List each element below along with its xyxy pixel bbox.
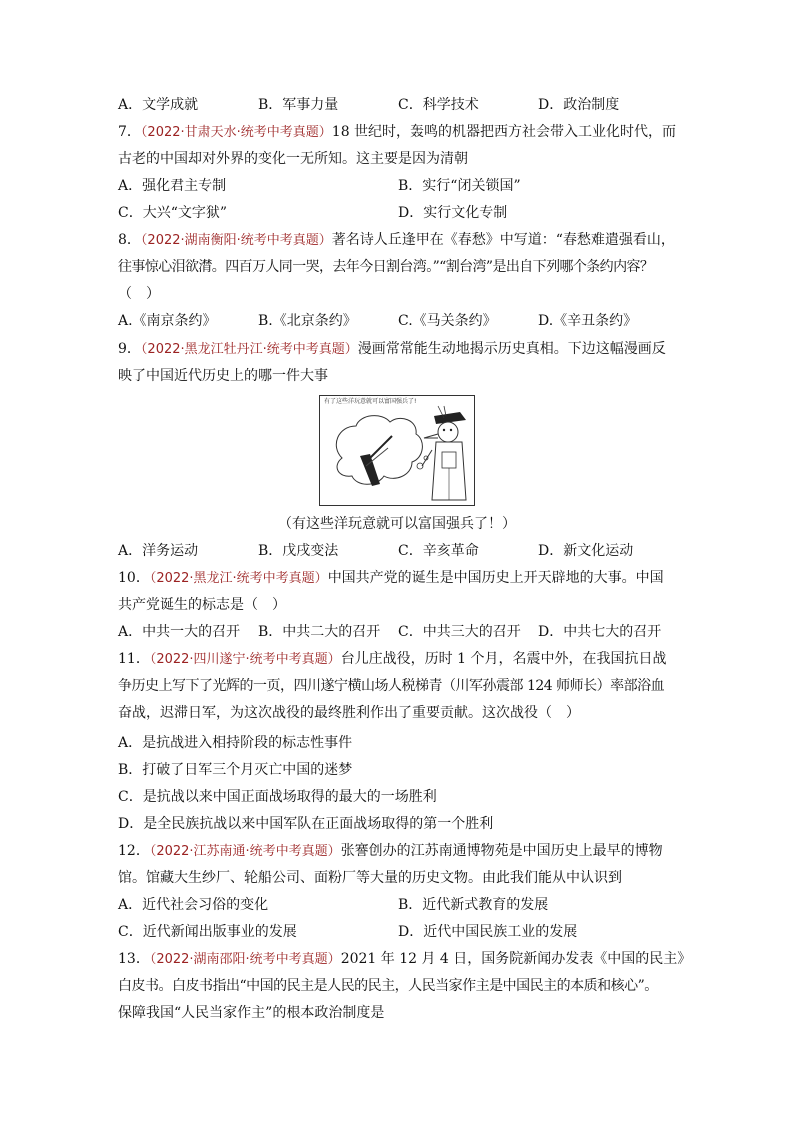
q9-cartoon-image xyxy=(319,395,475,506)
q9-source: （2022·黑龙江牡丹江·统考中考真题） xyxy=(140,342,358,357)
q12-number: 12． xyxy=(118,843,150,859)
q9-stem-line2: 映了中国近代历史上的哪一件大事 xyxy=(118,368,328,384)
q6-option-a: A．文学成就 xyxy=(118,97,199,113)
q8-option-c: C.《马关条约》 xyxy=(398,313,497,329)
q10-stem-line1 xyxy=(118,568,664,588)
q7-option-c: C．大兴“文字狱” xyxy=(118,205,228,221)
q6-option-d: D．政治制度 xyxy=(538,97,620,113)
q13-stem-line3: 保障我国“人民当家作主”的根本政治制度是 xyxy=(118,1005,385,1021)
q9-text1: 漫画常常能生动地揭示历史真相。下边这幅漫画反 xyxy=(357,341,666,357)
q10-stem-line2: 共产党诞生的标志是（ ） xyxy=(118,597,286,613)
q13-source: （2022·湖南邵阳·统考中考真题） xyxy=(149,952,341,967)
q10-option-c: C．中共三大的召开 xyxy=(398,624,521,640)
q7-number: 7． xyxy=(118,124,141,140)
q10-number: 10． xyxy=(118,570,150,586)
q9-option-d: D．新文化运动 xyxy=(538,543,634,559)
q10-option-d: D．中共七大的召开 xyxy=(538,624,662,640)
q12-stem-line1 xyxy=(118,841,663,861)
q11-option-b: B．打破了日军三个月灭亡中国的迷梦 xyxy=(118,762,353,778)
q11-stem-line3: 奋战，迟滞日军，为这次战役的最终胜利作出了重要贡献。这次战役（ ） xyxy=(118,705,580,721)
q8-option-d: D.《辛丑条约》 xyxy=(538,313,638,329)
q11-stem-line2: 争历史上写下了光辉的一页，四川遂宁横山场人税梯青（川军孙震部 124 师师长）率部浴血 xyxy=(118,678,665,694)
q9-number: 9． xyxy=(118,341,141,357)
q9-option-a: A．洋务运动 xyxy=(118,543,199,559)
q8-stem-line1 xyxy=(118,230,675,250)
q13-text1: 2021 年 12 月 4 日，国务院新闻办发表《中国的民主》 xyxy=(340,951,692,967)
q11-number: 11． xyxy=(118,651,150,667)
q8-stem-line2: 往事惊心泪欲潸。四百万人同一哭，去年今日割台湾。”“割台湾”是出自下列哪个条约内容？ xyxy=(118,259,654,275)
q13-stem-line2: 白皮书。白皮书指出“中国的民主是人民的民主，人民当家作主是中国民主的本质和核心”。 xyxy=(118,978,658,994)
q8-number: 8． xyxy=(118,232,141,248)
q10-text1: 中国共产党的诞生是中国历史上开天辟地的大事。中国 xyxy=(327,570,664,586)
q8-source: （2022·湖南衡阳·统考中考真题） xyxy=(140,233,332,248)
q12-option-b: B．近代新式教育的发展 xyxy=(398,897,549,913)
q7-option-a: A．强化君主专制 xyxy=(118,178,227,194)
q12-option-a: A．近代社会习俗的变化 xyxy=(118,897,269,913)
q12-option-d: D．近代中国民族工业的发展 xyxy=(398,924,578,940)
q6-option-b: B．军事力量 xyxy=(258,97,339,113)
q7-source: （2022·甘肃天水·统考中考真题） xyxy=(140,125,332,140)
q7-option-b: B．实行“闭关锁国” xyxy=(398,178,521,194)
q10-source: （2022·黑龙江·统考中考真题） xyxy=(149,571,328,586)
q8-option-a: A.《南京条约》 xyxy=(118,313,217,329)
q11-stem-line1 xyxy=(118,649,667,669)
q12-stem-line2: 馆。馆藏大生纱厂、轮船公司、面粉厂等大量的历史文物。由此我们能从中认识到 xyxy=(118,870,622,886)
q8-text1: 著名诗人丘逢甲在《春愁》中写道：“春愁难遣强看山， xyxy=(331,232,675,248)
q12-option-c: C．近代新闻出版事业的发展 xyxy=(118,924,297,940)
q8-stem-line3: （ ） xyxy=(118,286,160,302)
q13-number: 13． xyxy=(118,951,150,967)
q12-text1: 张謇创办的江苏南通博物苑是中国历史上最早的博物 xyxy=(340,843,663,859)
q10-option-b: B．中共二大的召开 xyxy=(258,624,381,640)
q7-stem-line1 xyxy=(118,122,676,142)
q9-cartoon-caption: （有这些洋玩意就可以富国强兵了！） xyxy=(278,516,516,532)
q13-stem-line1 xyxy=(118,949,691,969)
q9-option-b: B．戊戌变法 xyxy=(258,543,339,559)
q7-text1: 18 世纪时，轰鸣的机器把西方社会带入工业化时代，而 xyxy=(331,124,677,140)
q11-option-c: C．是抗战以来中国正面战场取得的最大的一场胜利 xyxy=(118,789,437,805)
q12-source: （2022·江苏南通·统考中考真题） xyxy=(149,844,341,859)
cartoon-drawing xyxy=(320,396,475,506)
q6-option-c: C．科学技术 xyxy=(398,97,479,113)
q9-stem-line1 xyxy=(118,339,666,359)
q11-text1: 台儿庄战役，历时 1 个月，名震中外，在我国抗日战 xyxy=(340,651,667,667)
q11-option-d: D．是全民族抗战以来中国军队在正面战场取得的第一个胜利 xyxy=(118,816,494,832)
q10-option-a: A．中共一大的召开 xyxy=(118,624,241,640)
q7-stem-line2: 古老的中国却对外界的变化一无所知。这主要是因为清朝 xyxy=(118,151,468,167)
q9-option-c: C．辛亥革命 xyxy=(398,543,479,559)
q11-source: （2022·四川遂宁·统考中考真题） xyxy=(149,652,341,667)
q7-option-d: D．实行文化专制 xyxy=(398,205,508,221)
cartoon-speech-text: 有了这些洋玩意就可以富国强兵了! xyxy=(324,398,417,405)
q11-option-a: A．是抗战进入相持阶段的标志性事件 xyxy=(118,735,353,751)
q8-option-b: B.《北京条约》 xyxy=(258,313,357,329)
